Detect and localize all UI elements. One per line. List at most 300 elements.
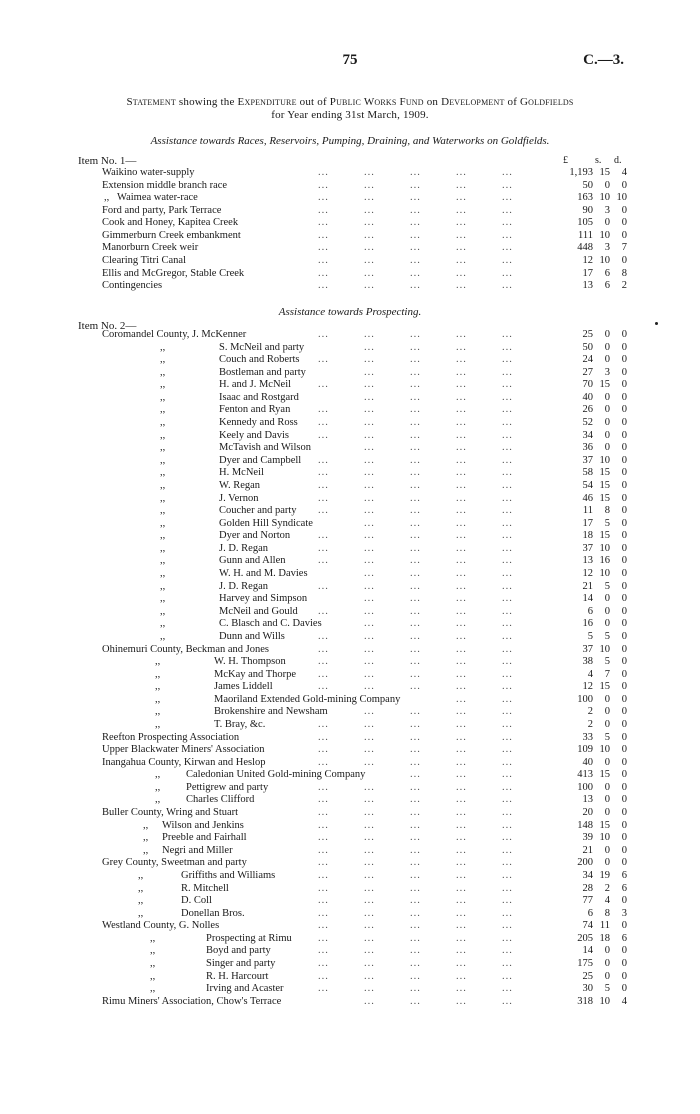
amount-pence: 0 [621, 958, 627, 969]
ledger-row [0, 417, 700, 430]
leader-dots: ... ... [456, 693, 513, 705]
amount-pounds: 50 [582, 179, 593, 191]
amount-pounds: 5 [587, 630, 593, 642]
ledger-row [0, 895, 700, 908]
amount-shillings: 10 [599, 643, 610, 655]
amount-pence: 4 [621, 995, 627, 1007]
amount-pounds: 12 [582, 568, 593, 580]
ledger-row [0, 832, 700, 845]
ledger-row [0, 870, 700, 883]
ledger-row [0, 996, 700, 1009]
leader-dots: ... ... ... ... ... [318, 932, 513, 944]
amount-pounds: 14 [582, 593, 593, 605]
leader-dots: ... ... ... ... ... [318, 242, 513, 254]
leader-dots: ... ... ... ... ... [318, 167, 513, 178]
ledger-entry-name: W. H. Thompson [214, 656, 286, 668]
ledger-row [0, 230, 700, 243]
ditto-mark: ,, [143, 819, 149, 831]
title-line-2: for Year ending 31st March, 1909. [271, 109, 429, 121]
amount-pence: 0 [621, 605, 627, 617]
ledger-row [0, 167, 700, 180]
amount-shillings: 3 [604, 204, 610, 216]
amount-pence: 0 [621, 517, 627, 529]
ditto-mark: ,, [160, 442, 166, 454]
amount-pounds: 25 [582, 329, 593, 340]
amount-pounds: 28 [582, 882, 593, 894]
ledger-row [0, 618, 700, 631]
amount-shillings: 7 [604, 668, 610, 680]
pence-column-header: d. [614, 155, 622, 166]
ditto-mark: ,, [160, 580, 166, 592]
ledger-entry-name: Manorburn Creek weir [102, 242, 199, 254]
ledger-entry-name: Coucher and party [219, 505, 297, 517]
ledger-entry-name: W. Regan [219, 479, 261, 491]
amount-pence: 0 [621, 718, 627, 730]
amount-pounds: 2 [587, 706, 593, 718]
amount-pence: 0 [621, 530, 627, 542]
amount-shillings: 15 [599, 681, 610, 693]
amount-shillings: 0 [604, 404, 610, 416]
amount-pounds: 37 [582, 542, 593, 554]
ditto-mark: ,, [160, 630, 166, 642]
amount-pounds: 58 [582, 467, 593, 479]
ditto-mark: ,, [160, 530, 166, 542]
amount-pence: 0 [621, 217, 627, 229]
ledger-row [0, 845, 700, 858]
amount-shillings: 6 [604, 267, 610, 279]
amount-pounds: 413 [577, 769, 593, 781]
ledger-row [0, 958, 700, 971]
leader-dots: ... ... ... ... [364, 341, 513, 353]
ledger-row [0, 404, 700, 417]
amount-shillings: 0 [604, 958, 610, 969]
title-word-development: Development [441, 96, 505, 108]
leader-dots: ... ... ... ... ... [318, 530, 513, 542]
amount-shillings: 10 [599, 995, 610, 1007]
ditto-mark: ,, [160, 467, 166, 479]
title-word-goldfields: Goldfields [520, 96, 574, 108]
amount-pounds: 17 [582, 517, 593, 529]
amount-pence: 0 [621, 618, 627, 630]
amount-shillings: 10 [599, 454, 610, 466]
ditto-mark: ,, [160, 454, 166, 466]
leader-dots: ... ... ... ... [364, 995, 513, 1007]
amount-pence: 8 [621, 267, 627, 279]
section-heading-waterworks: Assistance towards Races, Reservoirs, Pumping, Draining, and Waterworks on Goldfields. [150, 135, 550, 147]
ledger-row [0, 807, 700, 820]
title-connector: showing the [175, 96, 238, 108]
amount-pence: 0 [621, 593, 627, 605]
amount-pounds: 40 [582, 756, 593, 768]
amount-pence: 0 [621, 781, 627, 793]
leader-dots: ... ... ... ... ... [318, 844, 513, 856]
leader-dots: ... ... ... ... ... [318, 630, 513, 642]
amount-pounds: 39 [582, 832, 593, 844]
amount-pounds: 12 [582, 681, 593, 693]
ledger-row [0, 354, 700, 367]
ditto-mark: ,, [150, 983, 156, 995]
amount-pence: 0 [621, 832, 627, 844]
leader-dots: ... ... ... ... ... [318, 794, 513, 806]
amount-shillings: 0 [604, 442, 610, 454]
ledger-row [0, 631, 700, 644]
leader-dots: ... ... ... ... ... [318, 605, 513, 617]
ditto-mark: ,, [155, 718, 161, 730]
ledger-row [0, 442, 700, 455]
ledger-row [0, 732, 700, 745]
amount-shillings: 8 [604, 505, 610, 517]
leader-dots: ... ... ... ... ... [318, 643, 513, 655]
ledger-row [0, 719, 700, 732]
amount-pence: 0 [621, 229, 627, 241]
amount-shillings: 4 [604, 895, 610, 907]
amount-pounds: 37 [582, 454, 593, 466]
ledger-entry-name: Clearing Titri Canal [102, 255, 186, 267]
ditto-mark: ,, [160, 555, 166, 567]
amount-pounds: 33 [582, 731, 593, 743]
leader-dots: ... ... ... ... ... [318, 267, 513, 279]
amount-pence: 0 [621, 983, 627, 995]
leader-dots: ... ... ... [410, 769, 513, 781]
ledger-row [0, 581, 700, 594]
leader-dots: ... ... ... ... ... [318, 505, 513, 517]
amount-shillings: 0 [604, 794, 610, 806]
amount-pence: 0 [621, 844, 627, 856]
leader-dots: ... ... ... ... ... [318, 920, 513, 932]
amount-pence: 0 [621, 354, 627, 366]
ledger-entry-name: Keely and Davis [219, 429, 289, 441]
ledger-row [0, 757, 700, 770]
ledger-entry-name: Grey County, Sweetman and party [102, 857, 247, 869]
amount-pounds: 1,193 [569, 167, 593, 178]
amount-pence: 2 [621, 280, 627, 292]
ditto-mark: ,, [160, 542, 166, 554]
ledger-entry-name: H. and J. McNeil [219, 379, 292, 391]
amount-pence: 0 [621, 895, 627, 907]
amount-pounds: 50 [582, 341, 593, 353]
ditto-mark: ,, [155, 781, 161, 793]
amount-pounds: 26 [582, 404, 593, 416]
leader-dots: ... ... ... ... ... [318, 379, 513, 391]
amount-shillings: 0 [604, 417, 610, 429]
ledger-row [0, 455, 700, 468]
leader-dots: ... ... ... ... ... [318, 404, 513, 416]
amount-pounds: 13 [582, 794, 593, 806]
amount-pounds: 148 [577, 819, 593, 831]
document-reference: C.—3. [583, 52, 624, 68]
amount-pounds: 27 [582, 366, 593, 378]
leader-dots: ... ... ... ... [364, 366, 513, 378]
amount-shillings: 10 [599, 192, 610, 204]
ledger-entry-name: D. Coll [181, 895, 212, 907]
ledger-entry-name: Ohinemuri County, Beckman and Jones [102, 643, 270, 655]
leader-dots: ... ... ... ... ... [318, 492, 513, 504]
amount-pence: 0 [621, 769, 627, 781]
ditto-mark: ,, [160, 429, 166, 441]
ledger-entry-name: Negri and Miller [162, 844, 233, 856]
ledger-row [0, 367, 700, 380]
amount-pounds: 2 [587, 718, 593, 730]
amount-shillings: 0 [604, 718, 610, 730]
amount-shillings: 0 [604, 706, 610, 718]
leader-dots: ... ... ... ... ... [318, 756, 513, 768]
amount-shillings: 5 [604, 731, 610, 743]
ledger-entry-name: Griffiths and Williams [181, 869, 276, 881]
amount-shillings: 15 [599, 467, 610, 479]
amount-pence: 0 [621, 857, 627, 869]
amount-pounds: 163 [577, 192, 593, 204]
ledger-entry-name: Contingencies [102, 280, 163, 292]
ledger-row [0, 268, 700, 281]
amount-shillings: 0 [604, 844, 610, 856]
ledger-row [0, 568, 700, 581]
ditto-mark: ,, [155, 681, 161, 693]
ledger-row [0, 983, 700, 996]
ditto-mark: ,, [138, 869, 144, 881]
ledger-row [0, 530, 700, 543]
amount-shillings: 10 [599, 568, 610, 580]
amount-pounds: 52 [582, 417, 593, 429]
ledger-entry-name: J. D. Regan [219, 580, 268, 592]
ledger-entry-name: Ford and party, Park Terrace [102, 204, 222, 216]
ledger-entry-name: McTavish and Wilson [219, 442, 311, 454]
title-word-fund: Public Works Fund [329, 96, 424, 108]
leader-dots: ... ... ... ... [364, 517, 513, 529]
ditto-mark: ,, [155, 794, 161, 806]
ledger-entry-name: Wilson and Jenkins [162, 819, 244, 831]
ledger-row [0, 945, 700, 958]
amount-pounds: 36 [582, 442, 593, 454]
ditto-mark: ,, [155, 706, 161, 718]
title-connector: of [504, 96, 521, 108]
amount-pounds: 74 [582, 920, 593, 932]
amount-pounds: 6 [587, 907, 593, 919]
amount-pence: 0 [621, 255, 627, 267]
amount-pounds: 38 [582, 656, 593, 668]
amount-pence: 0 [621, 706, 627, 718]
ditto-mark: ,, [160, 605, 166, 617]
ledger-row [0, 606, 700, 619]
ditto-mark: ,, [155, 668, 161, 680]
ledger-row [0, 656, 700, 669]
amount-shillings: 6 [604, 280, 610, 292]
ditto-mark: ,, [160, 354, 166, 366]
leader-dots: ... ... ... ... ... [318, 857, 513, 869]
amount-pence: 4 [621, 167, 627, 178]
amount-pence: 0 [621, 442, 627, 454]
title-word-statement: Statement [126, 96, 176, 108]
amount-pence: 0 [621, 756, 627, 768]
amount-pence: 0 [621, 341, 627, 353]
ledger-row [0, 518, 700, 531]
amount-pence: 0 [621, 693, 627, 705]
amount-pounds: 100 [577, 781, 593, 793]
amount-shillings: 15 [599, 819, 610, 831]
amount-pounds: 24 [582, 354, 593, 366]
ledger-entry-name: Charles Clifford [186, 794, 255, 806]
ledger-row [0, 971, 700, 984]
ledger-entry-name: Donellan Bros. [181, 907, 245, 919]
ledger-entry-name: Couch and Roberts [219, 354, 300, 366]
ledger-row [0, 480, 700, 493]
amount-pounds: 21 [582, 580, 593, 592]
amount-shillings: 15 [599, 379, 610, 391]
leader-dots: ... ... ... ... [364, 568, 513, 580]
amount-pounds: 70 [582, 379, 593, 391]
amount-shillings: 11 [599, 920, 610, 932]
ledger-row [0, 694, 700, 707]
amount-pence: 6 [621, 882, 627, 894]
amount-pence: 0 [621, 542, 627, 554]
leader-dots: ... ... ... ... ... [318, 467, 513, 479]
ledger-entry-name: R. H. Harcourt [206, 970, 269, 982]
amount-pounds: 111 [578, 229, 593, 241]
amount-shillings: 10 [599, 229, 610, 241]
leader-dots: ... ... ... ... ... [318, 718, 513, 730]
amount-pounds: 13 [582, 555, 593, 567]
amount-pence: 0 [621, 429, 627, 441]
amount-shillings: 0 [604, 354, 610, 366]
ledger-entry-name: Golden Hill Syndicate [219, 517, 313, 529]
leader-dots: ... ... ... ... ... [318, 945, 513, 957]
amount-shillings: 8 [604, 907, 610, 919]
leader-dots: ... ... ... ... ... [318, 681, 513, 693]
amount-pence: 0 [621, 391, 627, 403]
ditto-mark: ,, [160, 404, 166, 416]
statement-title [0, 96, 700, 122]
amount-pounds: 448 [577, 242, 593, 254]
ledger-entry-name: Ellis and McGregor, Stable Creek [102, 267, 245, 279]
ditto-mark: ,, [160, 366, 166, 378]
amount-pounds: 21 [582, 844, 593, 856]
leader-dots: ... ... ... ... [364, 391, 513, 403]
margin-dot [655, 322, 658, 325]
leader-dots: ... ... ... ... ... [318, 869, 513, 881]
leader-dots: ... ... ... ... ... [318, 832, 513, 844]
ledger-row [0, 820, 700, 833]
amount-shillings: 10 [599, 832, 610, 844]
ledger-row [0, 505, 700, 518]
leader-dots: ... ... ... ... [364, 706, 513, 718]
amount-shillings: 5 [604, 580, 610, 592]
item-2-label: Item No. 2— [78, 320, 137, 332]
amount-pounds: 34 [582, 429, 593, 441]
ledger-entry-name: Waikino water-supply [102, 167, 195, 178]
ledger-row [0, 192, 700, 205]
ditto-mark: ,, [160, 517, 166, 529]
leader-dots: ... ... ... ... ... [318, 781, 513, 793]
ledger-row [0, 920, 700, 933]
leader-dots: ... ... ... ... ... [318, 354, 513, 366]
ledger-row [0, 555, 700, 568]
ditto-mark: ,, [160, 341, 166, 353]
title-connector: out of [296, 96, 330, 108]
amount-pence: 0 [621, 656, 627, 668]
leader-dots: ... ... ... ... ... [318, 731, 513, 743]
ledger-row [0, 242, 700, 255]
ledger-row [0, 467, 700, 480]
leader-dots: ... ... ... ... ... [318, 229, 513, 241]
amount-shillings: 5 [604, 630, 610, 642]
amount-pounds: 16 [582, 618, 593, 630]
amount-pence: 0 [621, 467, 627, 479]
title-connector: on [423, 96, 442, 108]
amount-shillings: 0 [604, 341, 610, 353]
ledger-row [0, 430, 700, 443]
ledger-entry-name: McKay and Thorpe [214, 668, 297, 680]
amount-shillings: 10 [599, 255, 610, 267]
amount-pence: 0 [621, 179, 627, 191]
amount-pounds: 200 [577, 857, 593, 869]
amount-pence: 0 [621, 454, 627, 466]
amount-shillings: 0 [604, 781, 610, 793]
ledger-entry-name: Upper Blackwater Miners' Association [102, 744, 265, 756]
amount-shillings: 10 [599, 542, 610, 554]
amount-pounds: 109 [577, 744, 593, 756]
amount-pence: 0 [621, 580, 627, 592]
ledger-entry-name: Cook and Honey, Kapitea Creek [102, 217, 239, 229]
amount-shillings: 16 [599, 555, 610, 567]
ledger-entry-name: T. Bray, &c. [214, 718, 266, 730]
amount-pounds: 14 [582, 945, 593, 957]
ledger-row [0, 681, 700, 694]
amount-pence: 0 [621, 744, 627, 756]
amount-shillings: 15 [599, 479, 610, 491]
amount-pounds: 20 [582, 807, 593, 819]
ledger-entry-name: Maoriland Extended Gold-mining Company [214, 693, 401, 705]
ledger-entry-name: W. H. and M. Davies [219, 568, 308, 580]
leader-dots: ... ... ... ... ... [318, 280, 513, 292]
amount-pence: 0 [621, 479, 627, 491]
ledger-entry-name: Pettigrew and party [186, 781, 269, 793]
amount-pounds: 34 [582, 869, 593, 881]
amount-pounds: 40 [582, 391, 593, 403]
leader-dots: ... ... ... ... ... [318, 744, 513, 756]
amount-pounds: 54 [582, 479, 593, 491]
amount-pounds: 37 [582, 643, 593, 655]
ledger-entry-name: McNeil and Gould [219, 605, 298, 617]
amount-shillings: 0 [604, 593, 610, 605]
amount-shillings: 3 [604, 242, 610, 254]
amount-shillings: 0 [604, 217, 610, 229]
amount-shillings: 0 [604, 807, 610, 819]
amount-shillings: 15 [599, 492, 610, 504]
ledger-entry-name: Reefton Prospecting Association [102, 731, 240, 743]
ledger-row [0, 342, 700, 355]
amount-pence: 0 [621, 379, 627, 391]
ledger-entry-name: C. Blasch and C. Davies [219, 618, 322, 630]
amount-shillings: 5 [604, 656, 610, 668]
amount-shillings: 0 [604, 970, 610, 982]
amount-pence: 0 [621, 643, 627, 655]
ledger-row [0, 883, 700, 896]
amount-shillings: 0 [604, 329, 610, 340]
ledger-entry-name: Dunn and Wills [219, 630, 285, 642]
leader-dots: ... ... ... ... ... [318, 958, 513, 969]
amount-shillings: 0 [604, 605, 610, 617]
leader-dots: ... ... ... ... ... [318, 668, 513, 680]
ditto-mark: ,, [160, 568, 166, 580]
ditto-mark: ,, [138, 895, 144, 907]
ledger-row [0, 593, 700, 606]
ledger-entry-name: R. Mitchell [181, 882, 229, 894]
amount-pounds: 12 [582, 255, 593, 267]
ledger-entry-name: J. Vernon [219, 492, 259, 504]
ledger-entry-name: Prospecting at Rimu [206, 932, 292, 944]
ditto-mark: ,, [143, 844, 149, 856]
ditto-mark: ,, [160, 593, 166, 605]
ledger-entry-name: Rimu Miners' Association, Chow's Terrace [102, 995, 282, 1007]
